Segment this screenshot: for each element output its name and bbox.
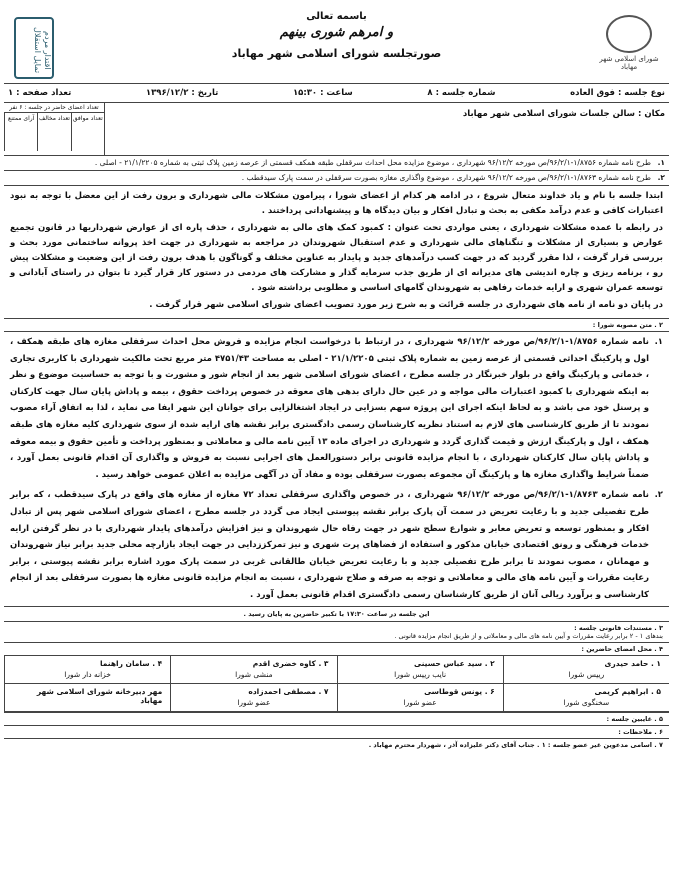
member-role: عضو شورا — [403, 697, 437, 707]
legal-basis-text: بندهای ۱ - ۲ برابر رعایت مقررات و آیین نامه های مالی و معاملاتی و از طریق انجام مزایده قانونی . — [394, 631, 663, 640]
member-name: ۳ . کاوه خضری اقدم — [252, 658, 329, 668]
agenda-item — [4, 156, 669, 171]
agree-count: تعداد موافق — [71, 113, 104, 151]
agenda-text: طرح نامه شماره ۱/۸۷۵۶-۹۶/۲/۱/ص مورخه ۹۶/۱۲/۲ شهرداری ، موضوع مزایده محل احداث سرقفلی طبقه همکف قسمتی از عرصه زمین پلاک ثبتی به شماره ۲۱/۱/۲۲۰۵ - اصلی . — [94, 158, 651, 167]
member-name: ۴ . سامان راهنما — [99, 658, 163, 668]
intro-paragraph: در پایان دو نامه از نامه های شهرداری در جلسه قرائت و به شرح زیر مورد تصویب اعضای شورای اسلامی شهر قرار گرفت . — [149, 300, 663, 310]
member-cell — [337, 656, 503, 684]
attendance-box — [4, 103, 105, 155]
agenda-text: طرح نامه شماره ۱/۸۷۶۳-۹۶/۲/۱/ص مورخه ۹۶/۱۲/۲ شهرداری ، موضوع واگذاری مغازه بصورت سرقفلی در سمت پارک سیدقطب . — [241, 173, 651, 182]
member-name: ۵ . ابراهیم کریمی — [594, 686, 661, 696]
council-logo-text: شورای اسلامی شهر مهاباد — [599, 55, 659, 71]
member-role: منشی شورا — [235, 669, 273, 679]
intro-paragraph: ابتدا جلسه با نام و یاد خداوند متعال شروع ، در ادامه هر کدام از اعضای شورا ، پیرامون مشکلات مالی شهرداری و برون رفت از این معضل با توجه به نبود اعتبارات کافی و عدم درآمد مکفی به بحث و تبادل افکار و بیان دیدگاه ها و پیشنهاداتی پرداختند . — [10, 191, 663, 216]
member-name: ۷ . مصطفی احمدزاده — [248, 686, 329, 696]
notes-row: ۶ . ملاحظات : — [4, 726, 669, 739]
page-count: تعداد صفحه : ۱ — [8, 88, 72, 98]
agenda-item — [4, 171, 669, 185]
guests-row: ۷ . اسامی مدعوین غیر عضو جلسه : ۱ . جناب آقای دکتر علیزاده آذر ، شهردار محترم مهاباد . — [368, 740, 663, 749]
member-role: سخنگوی شورا — [563, 697, 610, 707]
resolutions — [4, 332, 669, 607]
session-type: نوع جلسه : فوق العاده — [570, 88, 665, 98]
resolutions-label: ۲ . متن مصوبه شورا : — [4, 319, 669, 332]
stamp-logo: اقتدار مردم تمایل استقلال — [14, 17, 54, 79]
session-meta — [4, 84, 669, 103]
legal-basis-label: ۳ . مستندات قانونی جلسه : — [574, 623, 663, 632]
intro-text — [4, 186, 669, 319]
intro-paragraph: در رابطه با عمده مشکلات شهرداری ، یعنی مواردی تحت عنوان : کمبود کمک های مالی به شهرداری ، حذف پاره ای از عوارض شهرداریها در قانون تجمیع عوارض و بسیاری از مشکلات و تنگناهای مالی شهرداری و عدم استقبال شهروندان در مراجعه به شهرداری در جهت اخذ پروانه ساختمانی مورد بحث و بررسی قرار گرفت ، لذا مقرر گردید که در جهت کسب درآمدهای جدید و پایدار به عناوین مختلف و گوناگون با هدف برون رفت از این وضعیت و مشکلات پیش رو ، برنامه ریزی و چاره اندیشی های مدیرانه ای از طریق جذب سرمایه گذار و مشارکت های مردمی در دستور کار قرار گیرد تا بتوان در راستای آبادانی و توسعه عمران شهری و ارایه خدمات رفاهی به شهروندان گامهای اساسی و مطلوبی برداشته شود . — [10, 223, 663, 293]
member-cell — [4, 656, 170, 684]
legal-basis — [4, 622, 669, 643]
member-name: مهر دبیرخانه شورای اسلامی شهر مهاباد — [36, 686, 163, 705]
resolution-item — [4, 485, 669, 605]
resolution-num: ۱. — [654, 337, 663, 347]
members-label: ۴ . محل امضای حاضرین : — [4, 643, 669, 656]
motto: و امرهم شوری بینهم — [279, 25, 394, 40]
session-end-line: این جلسه در ساعت ۱۷:۳۰ با تکبیر حاضرین به پایان رسید . — [4, 607, 669, 622]
place-row — [4, 103, 669, 156]
minutes-page — [4, 3, 669, 887]
session-date: تاریخ : ۱۳۹۶/۱۲/۲ — [145, 88, 219, 98]
members-grid — [4, 656, 669, 713]
member-role: خزانه دار شورا — [64, 669, 111, 679]
member-cell — [170, 656, 336, 684]
agenda-num: ۱. — [657, 158, 665, 167]
session-time: ساعت : ۱۵:۳۰ — [292, 88, 353, 98]
session-number: شماره جلسه : ۸ — [427, 88, 496, 98]
member-name: ۲ . سید عباس حسینی — [414, 658, 495, 668]
member-name: ۶ . یونس قوطاسی — [424, 686, 495, 696]
document-header — [4, 3, 669, 84]
resolution-item — [4, 332, 669, 485]
resolution-num: ۲. — [654, 490, 663, 501]
member-cell — [503, 656, 669, 684]
attendance-title: تعداد اعضای حاضر در جلسه : ۶ نفر — [4, 103, 104, 113]
session-place: مکان : سالن جلسات شورای اسلامی شهر مهاباد — [462, 109, 665, 119]
member-name: ۱ . حامد حیدری — [604, 658, 661, 668]
resolution-text: نامه شماره ۱/۸۷۶۳-۹۶/۲/۱/ص مورخه ۹۶/۱۲/۲ شهرداری ، در خصوص واگذاری سرقفلی تعداد ۷۲ مغازه از مغازه های واقع در پارک سیدقطب ، که برابر طرح تفصیلی جدید و با رعایت تعریض در سمت آن پارک برابر نقشه پیوستی ایجاد می گردد در جلسه مطرح ، اعضای شورای اسلامی شهر پس از تبادل افکار و بمنظور توسعه و تعریض معابر و شوارع سطح شهر در جهت رفاه حال شهروندان و نیز افزایش درآمدهای پایدار شهرداری با در نظر گرفتن ارایه خدمات فرهنگی و رونق اقتصادی خیابان مذکور و استفاده از فضاهای پرت شهری و نیز تمرکززدایی در جهت ایجاد بازارچه محلی جدید برابر نیاز شهروندان و مهمانان ، مصوب نمودند تا برابر طرح تفصیلی جدید و با رعایت تعریض خیابان طالقانی غربی در سمت پارک مورد اشاره برابر نقشه پیوستی ، برابر رعایت مقررات و آیین نامه های مالی و معاملاتی و توجه به صرفه و صلاح شهرداری ، نسبت به انجام مزایده قانونی مغازه ها بصورت سرقفلی بعد از انجام کارشناسی و برآورد ریالی آنان از طریق کارشناسان رسمی دادگستری اقدام قانونی بعمل آورد . — [10, 490, 649, 600]
abstain-count: آرای ممتنع — [4, 113, 37, 151]
member-role: عضو شورا — [237, 697, 271, 707]
agenda-num: ۲. — [657, 173, 665, 182]
member-role: نایب رییس شورا — [394, 669, 447, 679]
member-cell — [170, 684, 336, 712]
member-cell — [337, 684, 503, 712]
member-role: رییس شورا — [568, 669, 605, 679]
basmala: باسمه تعالی — [306, 11, 367, 22]
agenda — [4, 156, 669, 186]
oppose-count: تعداد مخالف — [37, 113, 70, 151]
resolution-text: نامه شماره ۱/۸۷۵۶-۹۶/۲/۱/ص مورخه ۹۶/۱۲/۲ شهرداری ، در ارتباط با درخواست انجام مزایده و فروش محل احداث سرقفلی مغازه های طبقه همکف ، اول و پارکینگ احداثی قسمتی از عرصه زمین به شماره پلاک ثبتی ۲۱/۱/۲۲۰۵ - اصلی به مساحت ۴۷۵۱/۴۳ متر مربع تحت مالکیت شهرداری با کاربری تجاری ، خدماتی و پارکینگ واقع در بلوار خبرنگار در جلسه مطرح ، اعضای شورای اسلامی شهر بعد از انجام شور و مشورت و با توجه به حساسیت موضوع و نظر به اینکه شهرداری با کمبود اعتبارات مالی مواجه و در عین حال دارای بدهی های معوقه در خصوص پرداخت حقوق ، بیمه و پاداش پایان سال جهت کارکنان و پرسنل خود می باشد و به لحاظ اینکه اجرای این پروژه سهم بسزایی در ایجاد اشتغالزایی برای جوانان این شهر ایفا می نماید ، لذا به اتفاق آراء مصوب نمودند تا از طریق کارشناسی های لازم به استناد نظریه کارشناسان رسمی دادگستری برابر نقشه های ارایه شده از سوی شهرداری کلیه مغازه های طبقه همکف ، اول و پارکینگ ارزش و قیمت گذاری گردد و شهرداری در اجرای ماده ۱۳ آیین نامه مالی و معاملاتی و بمنظور پرداخت و تأمین حقوق و بیمه معوقه و پاداش پایان سال کارکنان شهرداری ، با انجام مزایده قانونی برابر دستورالعمل های اجرایی نسبت به فروش و واگذاری آن اقدام قانونی بعمل آورد ، ضمناً شرایط واگذاری مغازه ها و پارکینگ آن مجموعه بصورت سرقفلی بوده و مفاد آن در آگهی مزایده به اعلان عمومی خواهد رسید . — [10, 337, 649, 480]
document-title: صورتجلسه شورای اسلامی شهر مهاباد — [231, 47, 442, 60]
member-cell — [503, 684, 669, 712]
absent-row: ۵ . غایبین جلسه : — [4, 713, 669, 726]
secretariat-seal-cell — [4, 684, 170, 712]
